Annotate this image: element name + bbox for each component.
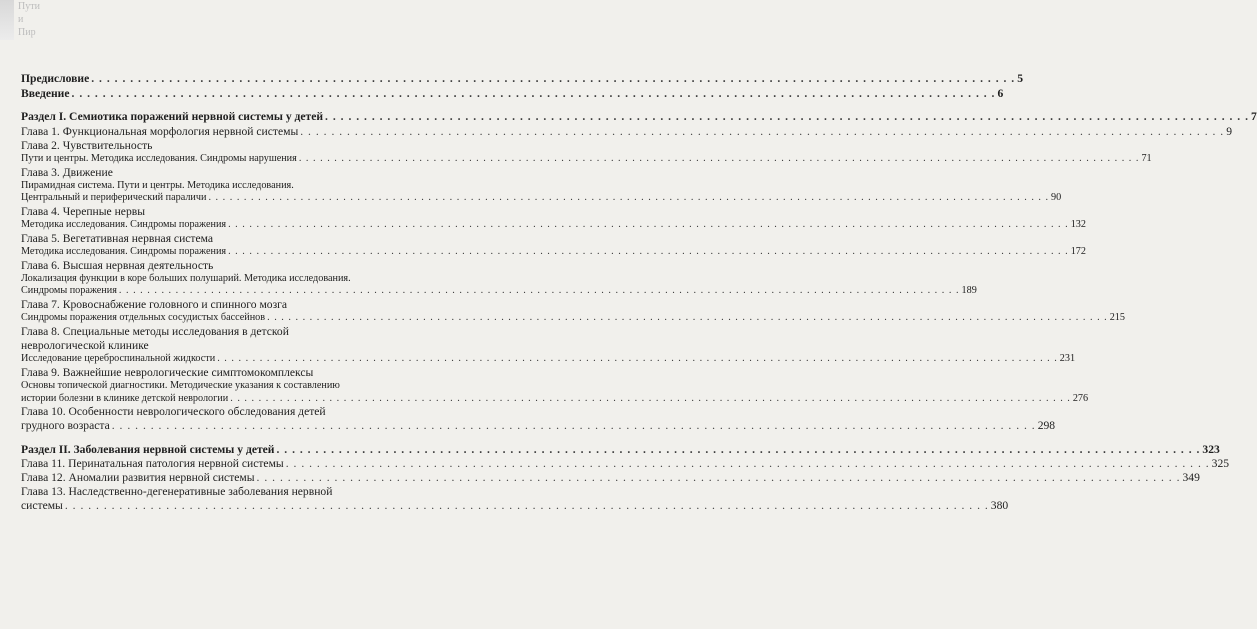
toc-chapter-11[interactable]: Глава 11. Перинатальная патология нервной системы . . . 325	[21, 457, 431, 471]
toc-chapter-7-sub: Синдромы поражения отдельных сосудистых бассейнов . . . 215	[21, 312, 431, 325]
toc-chapter-3-sub-line: Пирамидная система. Пути и центры. Методика исследования.	[21, 179, 294, 191]
toc-chapter-4-title[interactable]: Глава 4. Черепные нервы	[21, 205, 145, 218]
toc-chapter-10-cont[interactable]: грудного возраста . . . 298	[21, 419, 431, 433]
toc-chapter-2-title[interactable]: Глава 2. Чувствительность	[21, 138, 153, 152]
page-edge-shadow	[0, 0, 14, 40]
page-number: 7	[1250, 110, 1257, 124]
page-number: 9	[1226, 124, 1232, 138]
toc-chapter-4-sub: Методика исследования. Синдромы поражения . . . 132	[21, 219, 431, 232]
toc-chapter-5-title[interactable]: Глава 5. Вегетативная нервная система	[21, 231, 214, 245]
toc-chapter-9-sub: истории болезни в клинике детской неврологии . . . 276	[21, 393, 431, 406]
toc-chapter-3-title[interactable]: Глава 3. Движение	[21, 165, 113, 179]
page-number: 71	[1141, 153, 1152, 165]
page-number: 5	[1017, 72, 1023, 85]
page-number: 132	[1070, 219, 1086, 231]
page-number: 189	[961, 285, 977, 297]
toc-chapter-10-title[interactable]: Глава 10. Особенности неврологического обследования детей	[21, 405, 326, 419]
toc-chapter-6-sub: Синдромы поражения . . . 189	[21, 285, 431, 298]
page-number: 323	[1202, 442, 1220, 456]
bleed-line: Пир	[18, 27, 36, 38]
toc-chapter-6-title[interactable]: Глава 6. Высшая нервная деятельность	[21, 258, 214, 272]
toc-chapter-1[interactable]: Глава 1. Функциональная морфология нервной системы . . . 9	[21, 125, 431, 139]
page-number: 6	[997, 87, 1004, 101]
toc-chapter-8-sub: Исследование цереброспинальной жидкости . . . 231	[21, 353, 431, 366]
page-number: 325	[1211, 456, 1230, 470]
toc-chapter-7-title[interactable]: Глава 7. Кровоснабжение головного и спинного мозга	[21, 297, 288, 311]
toc-entry-introduction[interactable]: Введение . . . 6	[21, 87, 431, 101]
bleed-line: Пути	[18, 1, 40, 12]
page-number: 276	[1072, 392, 1089, 404]
toc-chapter-3-sub: Центральный и периферический параличи . . . 90	[21, 192, 431, 205]
toc-chapter-13-cont[interactable]: системы . . . 380	[21, 499, 431, 513]
toc-chapter-9-title[interactable]: Глава 9. Важнейшие неврологические симптомокомплексы	[21, 365, 314, 379]
toc-chapter-12[interactable]: Глава 12. Аномалии развития нервной системы . . . 349	[21, 471, 431, 485]
toc-chapter-2-sub: Пути и центры. Методика исследования. Синдромы нарушения . . . 71	[21, 153, 431, 166]
toc-chapter-8-title[interactable]: Глава 8. Специальные методы исследования в детской	[21, 324, 289, 338]
toc-entry-preface[interactable]: Предисловие . . . 5	[21, 72, 431, 86]
table-of-contents	[21, 72, 1257, 514]
page-number: 231	[1059, 353, 1076, 365]
page-number: 172	[1070, 246, 1086, 257]
page-number: 349	[1182, 470, 1200, 484]
toc-chapter-9-sub-line: Основы топической диагностики. Методические указания к составлению	[21, 379, 340, 391]
page-number: 298	[1037, 419, 1056, 433]
previous-page-bleed	[18, 0, 138, 40]
page-number: 215	[1109, 312, 1125, 324]
toc-chapter-8-title-cont[interactable]: неврологической клинике	[21, 338, 149, 352]
toc-chapter-5-sub: Методика исследования. Синдромы поражения . . . 172	[21, 246, 431, 259]
toc-chapter-6-sub-line: Локализация функции в коре больших полушарий. Методика исследования.	[21, 272, 351, 284]
toc-section-1[interactable]: Раздел I. Семиотика поражений нервной системы у детей . . . 7	[21, 110, 431, 124]
page-number: 380	[990, 499, 1009, 513]
toc-section-2[interactable]: Раздел II. Заболевания нервной системы у детей . . . 323	[21, 443, 431, 457]
page-number: 90	[1051, 192, 1062, 204]
toc-chapter-13-title[interactable]: Глава 13. Наследственно-дегенеративные заболевания нервной	[21, 485, 333, 499]
bleed-line: и	[18, 14, 24, 25]
